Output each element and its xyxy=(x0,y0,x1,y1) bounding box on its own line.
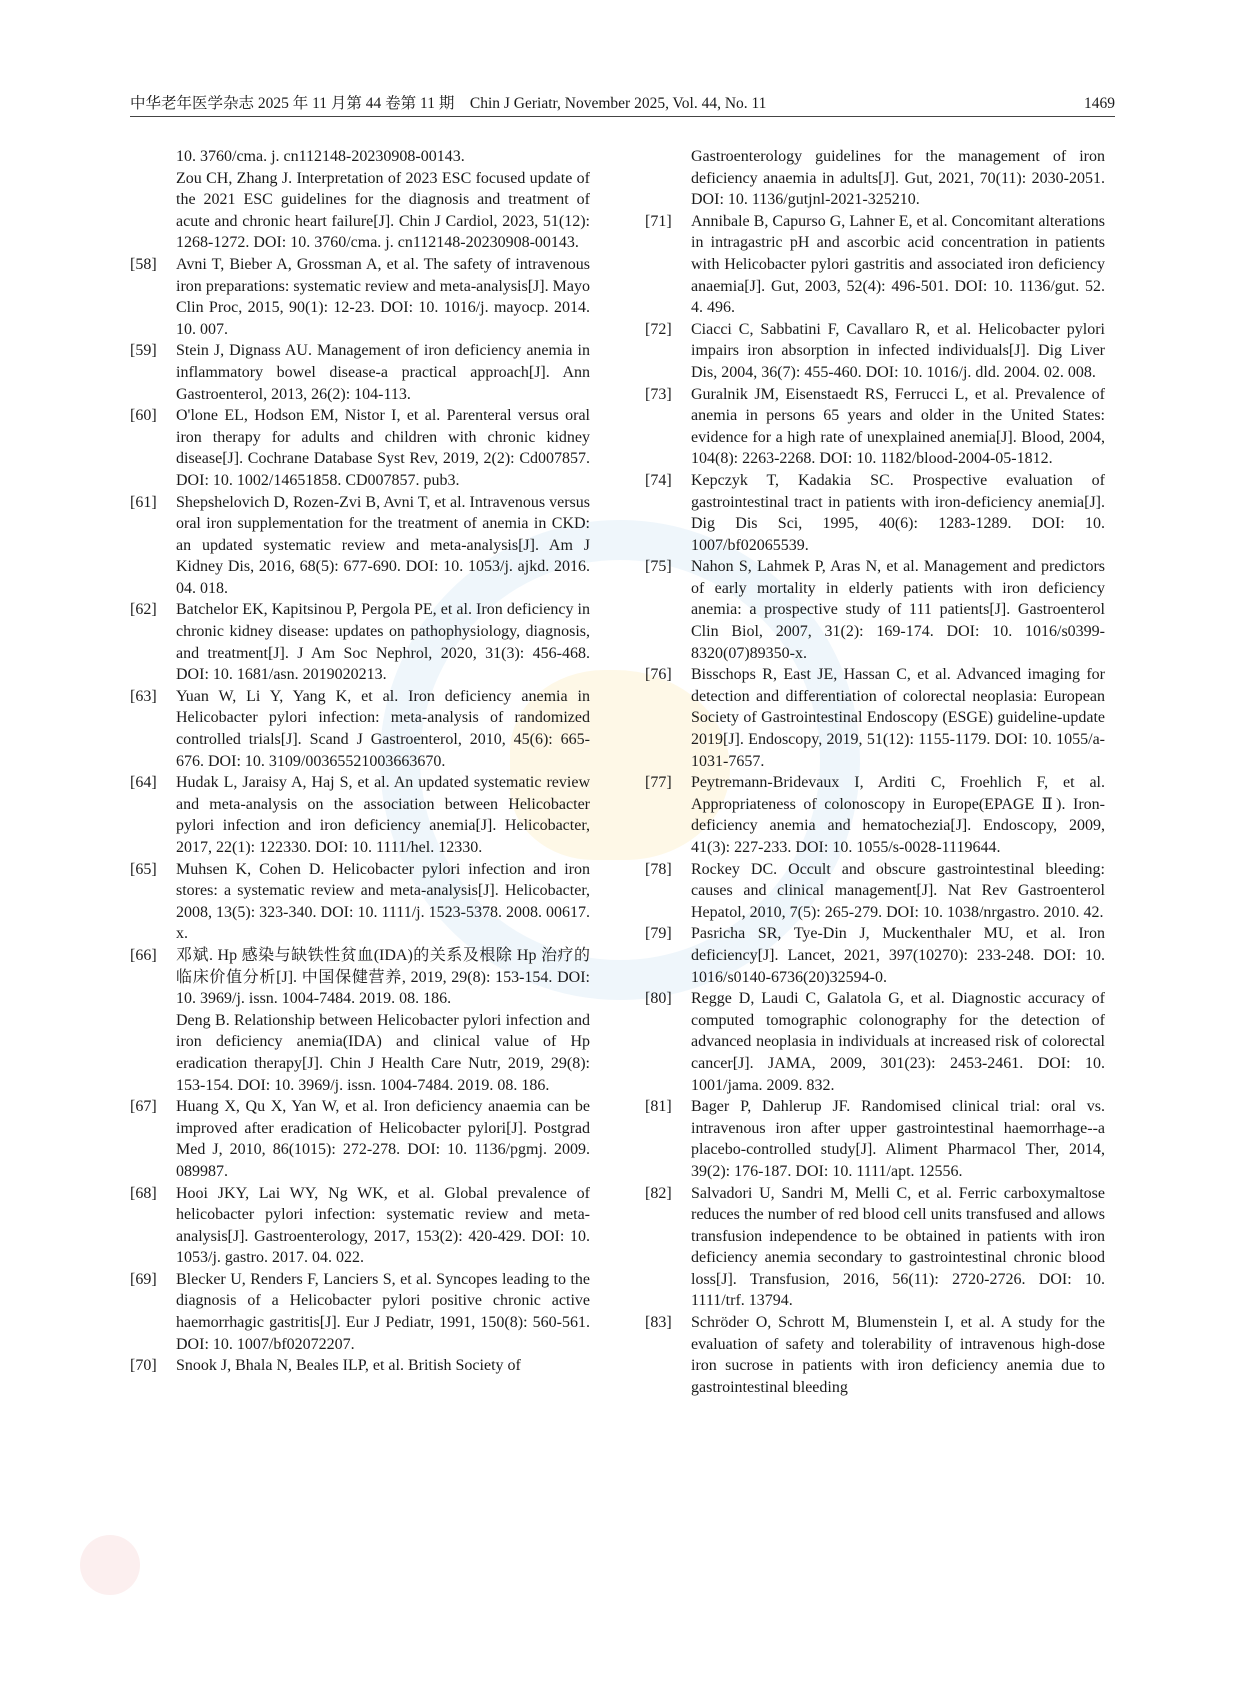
reference-entry xyxy=(130,168,590,254)
reference-entry xyxy=(130,686,590,772)
reference-number: [80] xyxy=(645,990,672,1008)
publisher-logo xyxy=(80,1535,140,1595)
reference-entry xyxy=(645,988,1105,1096)
reference-text: 10. 3760/cma. j. cn112148-20230908-00143. xyxy=(176,148,465,165)
reference-text: Hooi JKY, Lai WY, Ng WK, et al. Global prevalence of helicobacter pylori infection: systematic review and meta-analysis[J]. Gastroenterology, 2017, 153(2): 420-429. DOI: 10. 1053/j. gastro. 2017. 04. 022. xyxy=(176,1184,590,1267)
reference-text: Peytremann-Bridevaux I, Arditi C, Froehlich F, et al. Appropriateness of colonoscopy in Europe(EPAGE Ⅱ). Iron-deficiency anemia and hematochezia[J]. Endoscopy, 2009, 41(3): 227-233. DOI: 10. 1055/s-0028-1119644. xyxy=(691,774,1106,856)
reference-number: [71] xyxy=(645,212,672,230)
reference-number: [63] xyxy=(130,687,157,705)
reference-entry xyxy=(130,340,590,405)
reference-number: [59] xyxy=(130,342,157,360)
reference-entry xyxy=(645,384,1105,470)
reference-number: [62] xyxy=(130,601,157,619)
reference-number: [83] xyxy=(645,1314,672,1332)
reference-entry xyxy=(645,859,1105,924)
reference-column-right xyxy=(645,146,1105,1398)
reference-number: [65] xyxy=(130,860,157,878)
reference-entry xyxy=(645,923,1105,988)
reference-entry xyxy=(130,599,590,685)
reference-text: Muhsen K, Cohen D. Helicobacter pylori infection and iron stores: a systematic review and meta-analysis[J]. Helicobacter, 2008, 13(5): 323-340. DOI: 10. 1111/j. 1523-5378. 2008. 00617. x. xyxy=(176,860,590,943)
reference-number: [66] xyxy=(130,946,157,964)
page-number: 1469 xyxy=(1084,95,1115,112)
reference-text: Pasricha SR, Tye-Din J, Muckenthaler MU, et al. Iron deficiency[J]. Lancet, 2021, 397(10270): 233-248. DOI: 10. 1016/s0140-6736(20)32594-0. xyxy=(691,925,1105,986)
reference-entry xyxy=(645,211,1105,319)
reference-text: Zou CH, Zhang J. Interpretation of 2023 ESC focused update of the 2021 ESC guidelines for the diagnosis and treatment of acute and chronic heart failure[J]. Chin J Cardiol, 2023, 51(12): 1268-1272. DOI: 10. 3760/cma. j. cn112148-20230908-00143. xyxy=(176,169,590,252)
reference-number: [60] xyxy=(130,407,157,425)
reference-text: Regge D, Laudi C, Galatola G, et al. Diagnostic accuracy of computed tomographic colonography for the detection of advanced neoplasia in individuals at increased risk of colorectal cancer[J]. JAMA, 2009, 301(23): 2453-2461. DOI: 10. 1001/jama. 2009. 832. xyxy=(691,990,1105,1094)
reference-number: [82] xyxy=(645,1184,672,1202)
reference-entry xyxy=(130,1355,590,1377)
reference-entry xyxy=(130,492,590,600)
reference-number: [78] xyxy=(645,860,672,878)
reference-text: Nahon S, Lahmek P, Aras N, et al. Management and predictors of early mortality in elderly patients with iron deficiency anemia: a prospective study of 111 patients[J]. Gastroenterol Clin Biol, 2007, 31(2): 169-174. DOI: 10. 1016/s0399-8320(07)89350-x. xyxy=(691,558,1105,662)
reference-text: Guralnik JM, Eisenstaedt RS, Ferrucci L, et al. Prevalence of anemia in persons 65 years and older in the United States: evidence for a high rate of unexplained anemia[J]. Blood, 2004, 104(8): 2263-2268. DOI: 10. 1182/blood-2004-05-1812. xyxy=(691,385,1105,468)
reference-number: [72] xyxy=(645,320,672,338)
reference-number: [77] xyxy=(645,774,672,792)
reference-number: [79] xyxy=(645,925,672,943)
reference-text: Huang X, Qu X, Yan W, et al. Iron deficiency anaemia can be improved after eradication of Helicobacter pylori[J]. Postgrad Med J, 2010, 86(1015): 272-278. DOI: 10. 1136/pgmj. 2009. 089987. xyxy=(176,1098,590,1180)
reference-text: Yuan W, Li Y, Yang K, et al. Iron deficiency anemia in Helicobacter pylori infection: meta-analysis of randomized controlled trials[J]. Scand J Gastroenterol, 2010, 45(6): 665-676. DOI: 10. 3109/00365521003663670. xyxy=(176,687,590,770)
reference-text: O'lone EL, Hodson EM, Nistor I, et al. Parenteral versus oral iron therapy for adults and children with chronic kidney disease[J]. Cochrane Database Syst Rev, 2019, 2(2): Cd007857. DOI: 10. 1002/14651858. CD007857. pub3. xyxy=(176,407,590,489)
reference-entry xyxy=(130,1183,590,1269)
reference-text: Batchelor EK, Kapitsinou P, Pergola PE, et al. Iron deficiency in chronic kidney disease: updates on pathophysiology, diagnosis, and treatment[J]. J Am Soc Nephrol, 2020, 31(3): 456-468. DOI: 10. 1681/asn. 2019020213. xyxy=(176,601,590,684)
reference-number: [69] xyxy=(130,1270,157,1288)
reference-entry xyxy=(645,470,1105,556)
reference-text: Annibale B, Capurso G, Lahner E, et al. Concomitant alterations in intragastric pH and ascorbic acid concentration in patients with Helicobacter pylori gastritis and associated iron deficiency anaemia[J]. Gut, 2003, 52(4): 496-501. DOI: 10. 1136/gut. 52. 4. 496. xyxy=(691,212,1105,317)
reference-entry xyxy=(130,405,590,491)
reference-entry xyxy=(645,146,1105,211)
reference-entry xyxy=(645,556,1105,664)
journal-citation: 中华老年医学杂志 2025 年 11 月第 44 卷第 11 期 Chin J Geriatr, November 2025, Vol. 44, No. 11 xyxy=(130,95,767,112)
reference-entry xyxy=(645,319,1105,384)
reference-text: Shepshelovich D, Rozen-Zvi B, Avni T, et al. Intravenous versus oral iron supplementation for the treatment of anemia in CKD: an updated systematic review and meta-analysis[J]. Am J Kidney Dis, 2016, 68(5): 677-690. DOI: 10. 1053/j. ajkd. 2016. 04. 018. xyxy=(176,493,590,597)
reference-number: [75] xyxy=(645,558,672,576)
reference-column-left xyxy=(130,146,590,1377)
reference-entry xyxy=(130,859,590,945)
reference-entry xyxy=(130,1269,590,1355)
reference-entry xyxy=(130,772,590,858)
reference-text: Hudak L, Jaraisy A, Haj S, et al. An updated systematic review and meta-analysis on the association between Helicobacter pylori infection and iron deficiency anemia[J]. Helicobacter, 2017, 22(1): 122330. DOI: 10. 1111/hel. 12330. xyxy=(176,774,590,856)
reference-text: Blecker U, Renders F, Lanciers S, et al. Syncopes leading to the diagnosis of a Helicobacter pylori positive chronic active haemorrhagic gastritis[J]. Eur J Pediatr, 1991, 150(8): 560-561. DOI: 10. 1007/bf02072207. xyxy=(176,1270,590,1353)
reference-text: Kepczyk T, Kadakia SC. Prospective evaluation of gastrointestinal tract in patients with iron-deficiency anemia[J]. Dig Dis Sci, 1995, 40(6): 1283-1289. DOI: 10. 1007/bf02065539. xyxy=(691,471,1105,554)
reference-number: [58] xyxy=(130,255,157,273)
reference-text: Schröder O, Schrott M, Blumenstein I, et al. A study for the evaluation of safety and tolerability of intravenous high-dose iron sucrose in patients with iron deficiency anemia due to gastrointestinal bleeding xyxy=(691,1314,1105,1396)
reference-entry xyxy=(130,1010,590,1096)
reference-text: Bager P, Dahlerup JF. Randomised clinical trial: oral vs. intravenous iron after upper gastrointestinal haemorrhage--a placebo-controlled study[J]. Aliment Pharmacol Ther, 2014, 39(2): 176-187. DOI: 10. 1111/apt. 12556. xyxy=(691,1098,1105,1180)
reference-text: Avni T, Bieber A, Grossman A, et al. The safety of intravenous iron preparations: systematic review and meta-analysis[J]. Mayo Clin Proc, 2015, 90(1): 12-23. DOI: 10. 1016/j. mayocp. 2014. 10. 007. xyxy=(176,255,590,338)
reference-entry xyxy=(645,1096,1105,1182)
reference-text: 邓斌. Hp 感染与缺铁性贫血(IDA)的关系及根除 Hp 治疗的临床价值分析[J]. 中国保健营养, 2019, 29(8): 153-154. DOI: 10. 3969/j. issn. 1004-7484. 2019. 08. 186. xyxy=(176,946,590,1008)
reference-number: [76] xyxy=(645,666,672,684)
reference-number: [81] xyxy=(645,1098,672,1116)
reference-text: Deng B. Relationship between Helicobacter pylori infection and iron deficiency anemia(IDA) and clinical value of Hp eradication therapy[J]. Chin J Health Care Nutr, 2019, 29(8): 153-154. DOI: 10. 3969/j. issn. 1004-7484. 2019. 08. 186. xyxy=(176,1011,590,1094)
reference-entry xyxy=(130,1096,590,1182)
reference-text: Ciacci C, Sabbatini F, Cavallaro R, et al. Helicobacter pylori impairs iron absorption in infected individuals[J]. Dig Liver Dis, 2004, 36(7): 455-460. DOI: 10. 1016/j. dld. 2004. 02. 008. xyxy=(691,320,1105,381)
reference-number: [73] xyxy=(645,385,672,403)
reference-text: Stein J, Dignass AU. Management of iron deficiency anemia in inflammatory bowel disease-a practical approach[J]. Ann Gastroenterol, 2013, 26(2): 104-113. xyxy=(176,342,590,403)
reference-entry xyxy=(645,772,1105,858)
reference-text: Rockey DC. Occult and obscure gastrointestinal bleeding: causes and clinical management[J]. Nat Rev Gastroenterol Hepatol, 2010, 7(5): 265-279. DOI: 10. 1038/nrgastro. 2010. 42. xyxy=(691,860,1105,921)
reference-entry xyxy=(130,146,590,168)
reference-entry xyxy=(645,1183,1105,1313)
reference-text: Snook J, Bhala N, Beales ILP, et al. British Society of xyxy=(176,1357,521,1375)
reference-text: Gastroenterology guidelines for the management of iron deficiency anaemia in adults[J]. Gut, 2021, 70(11): 2030-2051. DOI: 10. 1136/gutjnl-2021-325210. xyxy=(691,148,1105,209)
reference-entry xyxy=(645,1312,1105,1398)
reference-number: [64] xyxy=(130,774,157,792)
reference-text: Bisschops R, East JE, Hassan C, et al. Advanced imaging for detection and differentiation of colorectal neoplasia: European Society of Gastrointestinal Endoscopy (ESGE) guideline-update 2019[J]. Endoscopy, 2019, 51(12): 1155-1179. DOI: 10. 1055/a-1031-7657. xyxy=(691,666,1105,770)
reference-number: [67] xyxy=(130,1098,157,1116)
reference-entry xyxy=(130,945,590,1010)
running-header xyxy=(130,92,1115,117)
reference-number: [61] xyxy=(130,493,157,511)
reference-entry xyxy=(130,254,590,340)
reference-number: [74] xyxy=(645,471,672,489)
reference-entry xyxy=(645,664,1105,772)
reference-number: [68] xyxy=(130,1184,157,1202)
reference-number: [70] xyxy=(130,1357,157,1375)
reference-text: Salvadori U, Sandri M, Melli C, et al. Ferric carboxymaltose reduces the number of red blood cell units transfused and allows transfusion independence to be obtained in patients with iron deficiency anemia secondary to gastrointestinal chronic blood loss[J]. Transfusion, 2016, 56(11): 2720-2726. DOI: 10. 1111/trf. 13794. xyxy=(691,1184,1105,1310)
